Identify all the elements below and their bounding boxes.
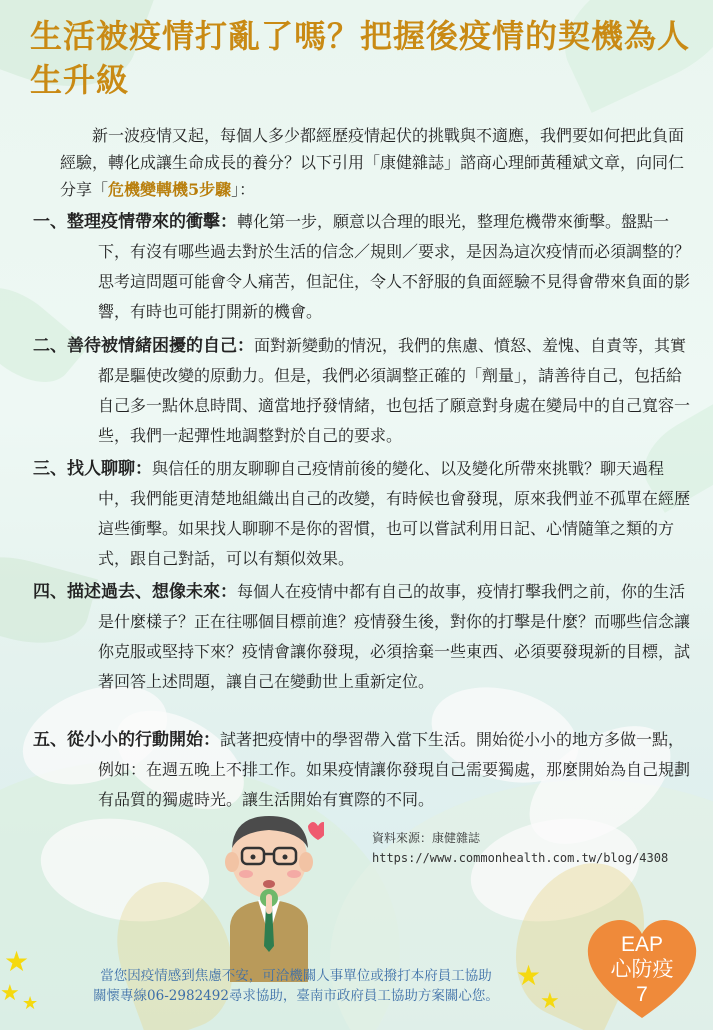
star-icon: ★ bbox=[540, 989, 560, 1014]
star-icon: ★ bbox=[516, 959, 542, 992]
section-3 bbox=[33, 454, 693, 574]
mascot-avatar-icon bbox=[214, 806, 324, 982]
source-citation bbox=[372, 828, 692, 868]
section-5 bbox=[33, 725, 693, 815]
page-title: 生活被疫情打亂了嗎？把握後疫情的契機為人生升級 bbox=[30, 17, 691, 99]
section-text: 與信任的朋友聊聊自己疫情前後的變化、以及變化所帶來挑戰？聊天過程中，我們能更清楚地組織出自己的改變，有時候也會發現，原來我們並不孤單在經歷這些衝擊。如果找人聊聊不是你的習慣，也可以嘗試利用日記、心情隨筆之類的方式，跟自己對話，可以有類似效果。 bbox=[98, 459, 691, 568]
intro-text-end: 」： bbox=[231, 180, 256, 199]
section-4 bbox=[33, 577, 693, 697]
section-text: 每個人在疫情中都有自己的故事，疫情打擊我們之前，你的生活是什麼樣子？正在往哪個目標前進？疫情發生後，對你的打擊是什麼？而哪些信念讓你克服或堅持下來？疫情會讓你發現，必須捨棄一些東西、必須要發現新的目標，試著回答上述問題，讓自己在變動世上重新定位。 bbox=[98, 582, 691, 691]
section-text: 面對新變動的情況，我們的焦慮、憤怒、羞愧、自責等，其實都是驅使改變的原動力。但是，我們必須調整正確的「劑量」，請善待自己，包括給自己多一點休息時間、適當地抒發情緒，也包括了願意對身處在變局中的自己寬容一些，我們一起彈性地調整對於自己的要求。 bbox=[98, 336, 691, 445]
source-label: 資料來源：康健雜誌 bbox=[372, 831, 481, 845]
section-heading: 二、善待被情緒困擾的自己： bbox=[33, 336, 254, 356]
star-icon: ★ bbox=[4, 945, 30, 978]
badge-line: 7 bbox=[636, 983, 648, 1006]
section-text: 轉化第一步，願意以合理的眼光，整理危機帶來衝擊。盤點一下，有沒有哪些過去對於生活的信念／規則／要求，是因為這次疫情而必須調整的？思考這問題可能會令人痛苦，但記住，令人不舒服的負面經驗不見得會帶來負面的影響，有時也可能打開新的機會。 bbox=[98, 212, 691, 321]
section-1 bbox=[33, 207, 693, 327]
section-heading: 三、找人聊聊： bbox=[33, 459, 152, 479]
section-text: 試著把疫情中的學習帶入當下生活。開始從小小的地方多做一點，例如：在週五晚上不排工作。如果疫情讓你發現自己需要獨處，那麼開始為自己規劃有品質的獨處時光。讓生活開始有實際的不同。 bbox=[98, 730, 691, 809]
footer-note bbox=[36, 966, 556, 1006]
badge-label bbox=[584, 932, 700, 1007]
section-heading: 五、從小小的行動開始： bbox=[33, 730, 220, 750]
star-icon: ★ bbox=[22, 993, 39, 1014]
badge-line: 心防疫 bbox=[610, 958, 674, 981]
intro-highlight: 危機變轉機5步驟 bbox=[108, 180, 232, 199]
footer-line: 當您因疫情感到焦慮不安，可洽機關人事單位或撥打本府員工協助 bbox=[100, 968, 492, 984]
footer-line: 關懷專線06-2982492尋求協助，臺南市政府員工協助方案關心您。 bbox=[93, 988, 499, 1004]
section-heading: 一、整理疫情帶來的衝擊： bbox=[33, 212, 237, 232]
section-heading: 四、描述過去、想像未來： bbox=[33, 582, 237, 602]
intro-paragraph bbox=[60, 122, 684, 203]
intro-text: 新一波疫情又起，每個人多少都經歷疫情起伏的挑戰與不適應，我們要如何把此負面經驗，轉化成讓生命成長的養分？以下引用「康健雜誌」諮商心理師黃種斌文章，向同仁分享「 bbox=[60, 126, 685, 199]
source-url[interactable]: https://www.commonhealth.com.tw/blog/4308 bbox=[372, 851, 669, 865]
star-icon: ★ bbox=[0, 981, 20, 1006]
badge-line: EAP bbox=[620, 933, 664, 956]
section-2 bbox=[33, 331, 693, 451]
